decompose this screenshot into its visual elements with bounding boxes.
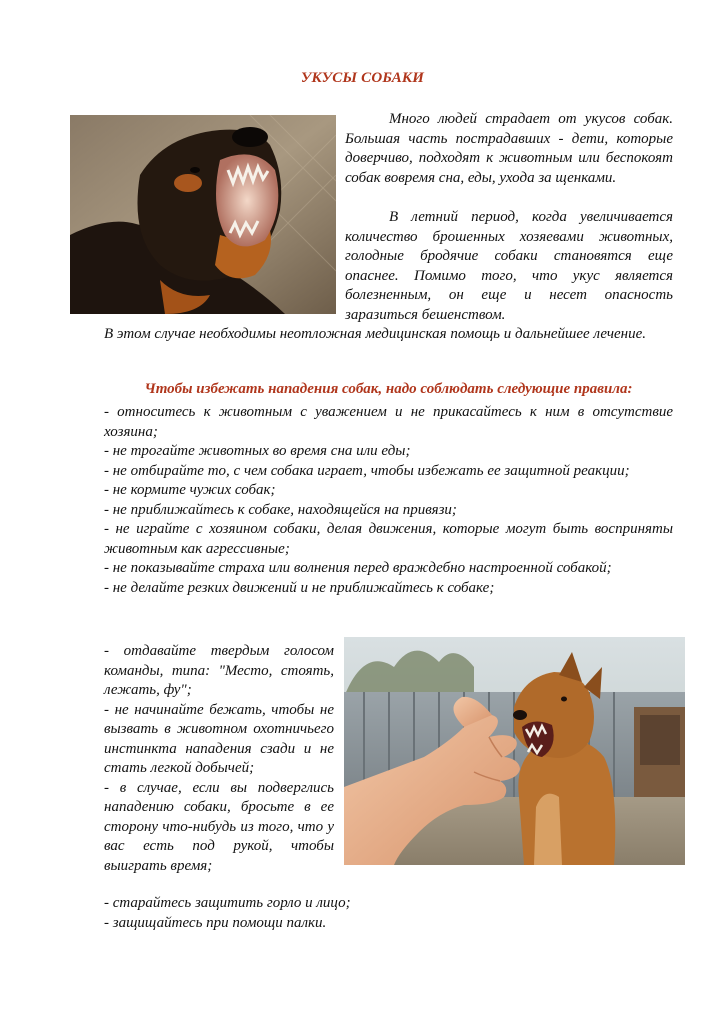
list-item: - относитесь к животным с уважением и не прикасайтесь к ним в отсутствие хозяина; bbox=[104, 404, 673, 440]
list-item: - отдавайте твердым голосом команды, типа: "Место, стоять, лежать, фу"; bbox=[104, 643, 334, 698]
intro-paragraph-3: В этом случае необходимы неотложная медицинская помощь и дальнейшее лечение. bbox=[104, 326, 646, 342]
rules-list-top bbox=[104, 403, 673, 598]
page-title: УКУСЫ СОБАКИ bbox=[300, 70, 425, 86]
rules-list-bottom bbox=[104, 894, 673, 933]
list-item: - в случае, если вы подверглись нападению собаки, бросьте в ее сторону что-нибудь из того, что у вас есть под рукой, чтобы выиграть время; bbox=[104, 779, 334, 874]
rules-heading: Чтобы избежать нападения собак, надо соблюдать следующие правила: bbox=[144, 381, 633, 397]
intro-paragraph-2: В летний период, когда увеличивается количество брошенных хозяевами животных, голодные бродячие собаки становятся еще опаснее. Помимо того, что укус является болезненным, он еще и несет опасность заразиться бешенством. bbox=[345, 209, 673, 323]
rules-list-narrow bbox=[104, 642, 334, 876]
list-item: - не отбирайте то, с чем собака играет, чтобы избежать ее защитной реакции; bbox=[104, 462, 630, 479]
list-item: - защищайтесь при помощи палки. bbox=[104, 914, 327, 931]
list-item: - старайтесь защитить горло и лицо; bbox=[104, 895, 351, 911]
list-item: - не делайте резких движений и не приближайтесь к собаке; bbox=[104, 579, 495, 596]
list-item: - не приближайтесь к собаке, находящейся на привязи; bbox=[104, 501, 457, 518]
snarling-dog-photo bbox=[70, 115, 336, 314]
list-item: - не начинайте бежать, чтобы не вызвать в животном охотничьего инстинкта нападения сзади и не стать легкой добычей; bbox=[104, 701, 334, 776]
list-item: - не показывайте страха или волнения перед враждебно настроенной собакой; bbox=[104, 560, 612, 576]
list-item: - не играйте с хозяином собаки, делая движения, которые могут быть восприняты животным как агрессивные; bbox=[104, 521, 673, 557]
list-item: - не кормите чужих собак; bbox=[104, 482, 276, 498]
hand-and-dog-photo bbox=[344, 637, 685, 865]
list-item: - не трогайте животных во время сна или еды; bbox=[104, 443, 411, 459]
intro-paragraph-1: Много людей страдает от укусов собак. Большая часть пострадавших - дети, которые доверчиво, подходят к животным или беспокоят собак вовремя сна, еды, ухода за щенками. bbox=[345, 111, 673, 186]
